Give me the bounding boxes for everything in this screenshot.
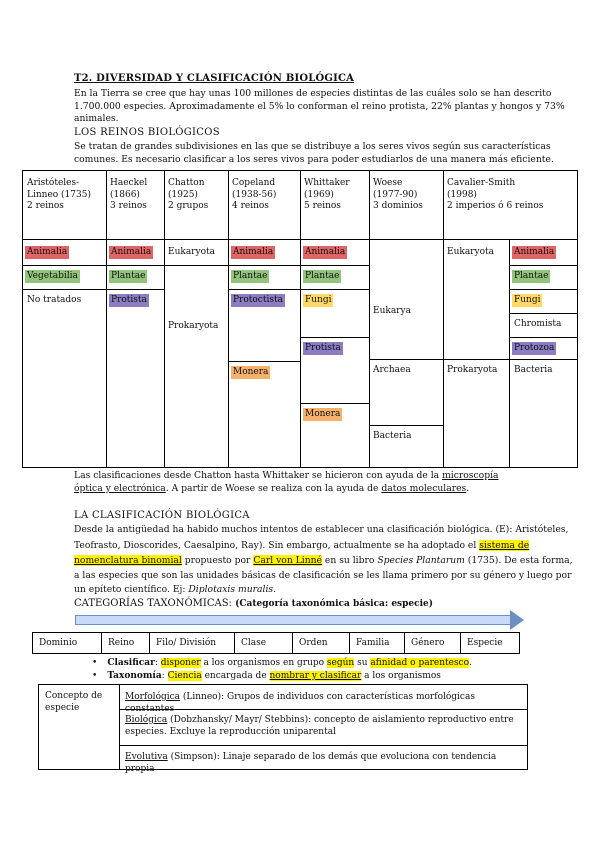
clasif-line-4: a las especies que son las unidades básicas de clasificación se les llama primero por su género y luego por [74, 570, 572, 581]
cavalier-fungi: Fungi [514, 295, 541, 305]
cat-filo: Filo/ División [150, 633, 235, 653]
cat-dominio: Dominio [33, 633, 102, 653]
cavalier-eukaryota: Eukaryota [447, 247, 494, 257]
hierarchy-arrow-bar [75, 615, 511, 625]
header-haeckel: Haeckel (1866) 3 reinos [110, 178, 148, 212]
clasif-line-1: Desde la antigüedad ha habido muchos intentos de establecer una clasificación biológica. (E): Aristóteles, [74, 524, 569, 535]
categorias-heading: CATEGORÍAS TAXONÓMICAS: (Categoría taxonómica básica: especie) [74, 598, 434, 609]
cavalier-animalia: Animalia [514, 247, 555, 257]
cavalier-chromista: Chromista [514, 319, 562, 329]
woese-bacteria: Bacteria [373, 431, 412, 441]
whittaker-animalia: Animalia [305, 247, 346, 257]
clasif-line-5: un epíteto científico. Ej: Diplotaxis muralis. [74, 584, 277, 595]
reinos-text-1: Se tratan de grandes subdivisiones en las que se distribuye a los seres vivos según sus características [74, 141, 551, 152]
cat-orden: Orden [293, 633, 350, 653]
bullet-taxonomia: • Taxonomía: Ciencia encargada de nombrar y clasificar a los organismos [92, 671, 441, 681]
reinos-text-2: comunes. Es necesario clasificar a los seres vivos para poder estudiarlos de una manera más eficiente. [74, 154, 554, 165]
cavalier-protozoa: Protozoa [514, 343, 555, 353]
intro-line-1: En la Tierra se cree que hay unas 100 millones de especies distintas de las cuáles solo se han descrito [74, 88, 552, 99]
woese-eukarya: Eukarya [373, 306, 411, 316]
especie-morfologica: Morfológica (Linneo): Grupos de individuos con características morfológicas constantes [125, 692, 475, 714]
clasif-heading: LA CLASIFICACIÓN BIOLÓGICA [74, 510, 250, 521]
header-cavalier-smith: Cavalier-Smith (1998) 2 imperios ó 6 reinos [447, 178, 544, 212]
whittaker-monera: Monera [305, 409, 341, 419]
especie-label: Concepto de especie [45, 691, 103, 713]
header-woese: Woese (1977-90) 3 dominios [373, 178, 423, 212]
haeckel-animalia: Animalia [111, 247, 152, 257]
cavalier-plantae: Plantae [514, 271, 549, 281]
haeckel-protista: Protista [111, 295, 147, 305]
header-whittaker: Whittaker (1969) 5 reinos [304, 178, 350, 212]
copeland-animalia: Animalia [233, 247, 274, 257]
header-aristoteles: Aristóteles- Linneo (1735) 2 reinos [27, 178, 91, 212]
whittaker-protista: Protista [305, 343, 341, 353]
bullet-clasificar: • Clasificar: disponer a los organismos en grupo según su afinidad o parentesco. [92, 658, 472, 668]
cat-reino: Reino [102, 633, 150, 653]
chatton-prokaryota: Prokaryota [168, 321, 219, 331]
copeland-monera: Monera [233, 367, 269, 377]
cavalier-bacteria: Bacteria [514, 365, 553, 375]
cavalier-prokaryota: Prokaryota [447, 365, 498, 375]
cat-clase: Clase [235, 633, 293, 653]
reinos-table [22, 170, 578, 468]
especie-biologica: Biológica (Dobzhansky/ Mayr/ Stebbins): concepto de aislamiento reproductivo entre especies. Excluye la reproducción uniparental [125, 715, 514, 737]
after-table-line-2: óptica y electrónica. A partir de Woese se realiza con la ayuda de datos moleculares. [74, 483, 470, 494]
after-table-line-1: Las clasificaciones desde Chatton hasta Whittaker se hicieron con ayuda de la microscopía [74, 470, 499, 481]
reinos-heading: LOS REINOS BIOLÓGICOS [74, 127, 220, 138]
especie-evolutiva: Evolutiva (Simpson): Linaje separado de los demás que evoluciona con tendencia propia [125, 752, 497, 774]
clasif-line-3: nomenclatura binomial propuesto por Carl von Linné en su libro Species Plantarum (1735). De esta forma, [74, 555, 573, 566]
chatton-eukaryota: Eukaryota [168, 247, 215, 257]
header-chatton: Chatton (1925) 2 grupos [168, 178, 209, 212]
hierarchy-arrow-head [510, 610, 524, 630]
especie-table [38, 684, 528, 774]
cat-familia: Familia [350, 633, 405, 653]
whittaker-plantae: Plantae [305, 271, 340, 281]
cat-genero: Género [405, 633, 461, 653]
haeckel-plantae: Plantae [111, 271, 146, 281]
header-copeland: Copeland (1938-56) 4 reinos [232, 178, 277, 212]
cat-especie: Especie [467, 638, 503, 648]
intro-line-3: animales. [74, 113, 119, 124]
aristoteles-vegetabilia: Vegetabilia [27, 271, 78, 281]
categorias-table [32, 632, 520, 654]
whittaker-fungi: Fungi [305, 295, 332, 305]
woese-archaea: Archaea [373, 365, 411, 375]
copeland-protoctista: Protoctista [233, 295, 283, 305]
aristoteles-no-tratados: No tratados [27, 295, 82, 305]
clasif-line-2: Teofrasto, Dioscorides, Caesalpino, Ray). Sin embargo, actualmente se ha adoptado el sistema de [74, 540, 530, 551]
intro-line-2: 1.700.000 especies. Aproximadamente el 5% lo conforman el reino protista, 22% plantas y hongos y 73% [74, 101, 565, 112]
copeland-plantae: Plantae [233, 271, 268, 281]
page-title: T2. DIVERSIDAD Y CLASIFICACIÓN BIOLÓGICA [74, 73, 355, 84]
aristoteles-animalia: Animalia [27, 247, 68, 257]
